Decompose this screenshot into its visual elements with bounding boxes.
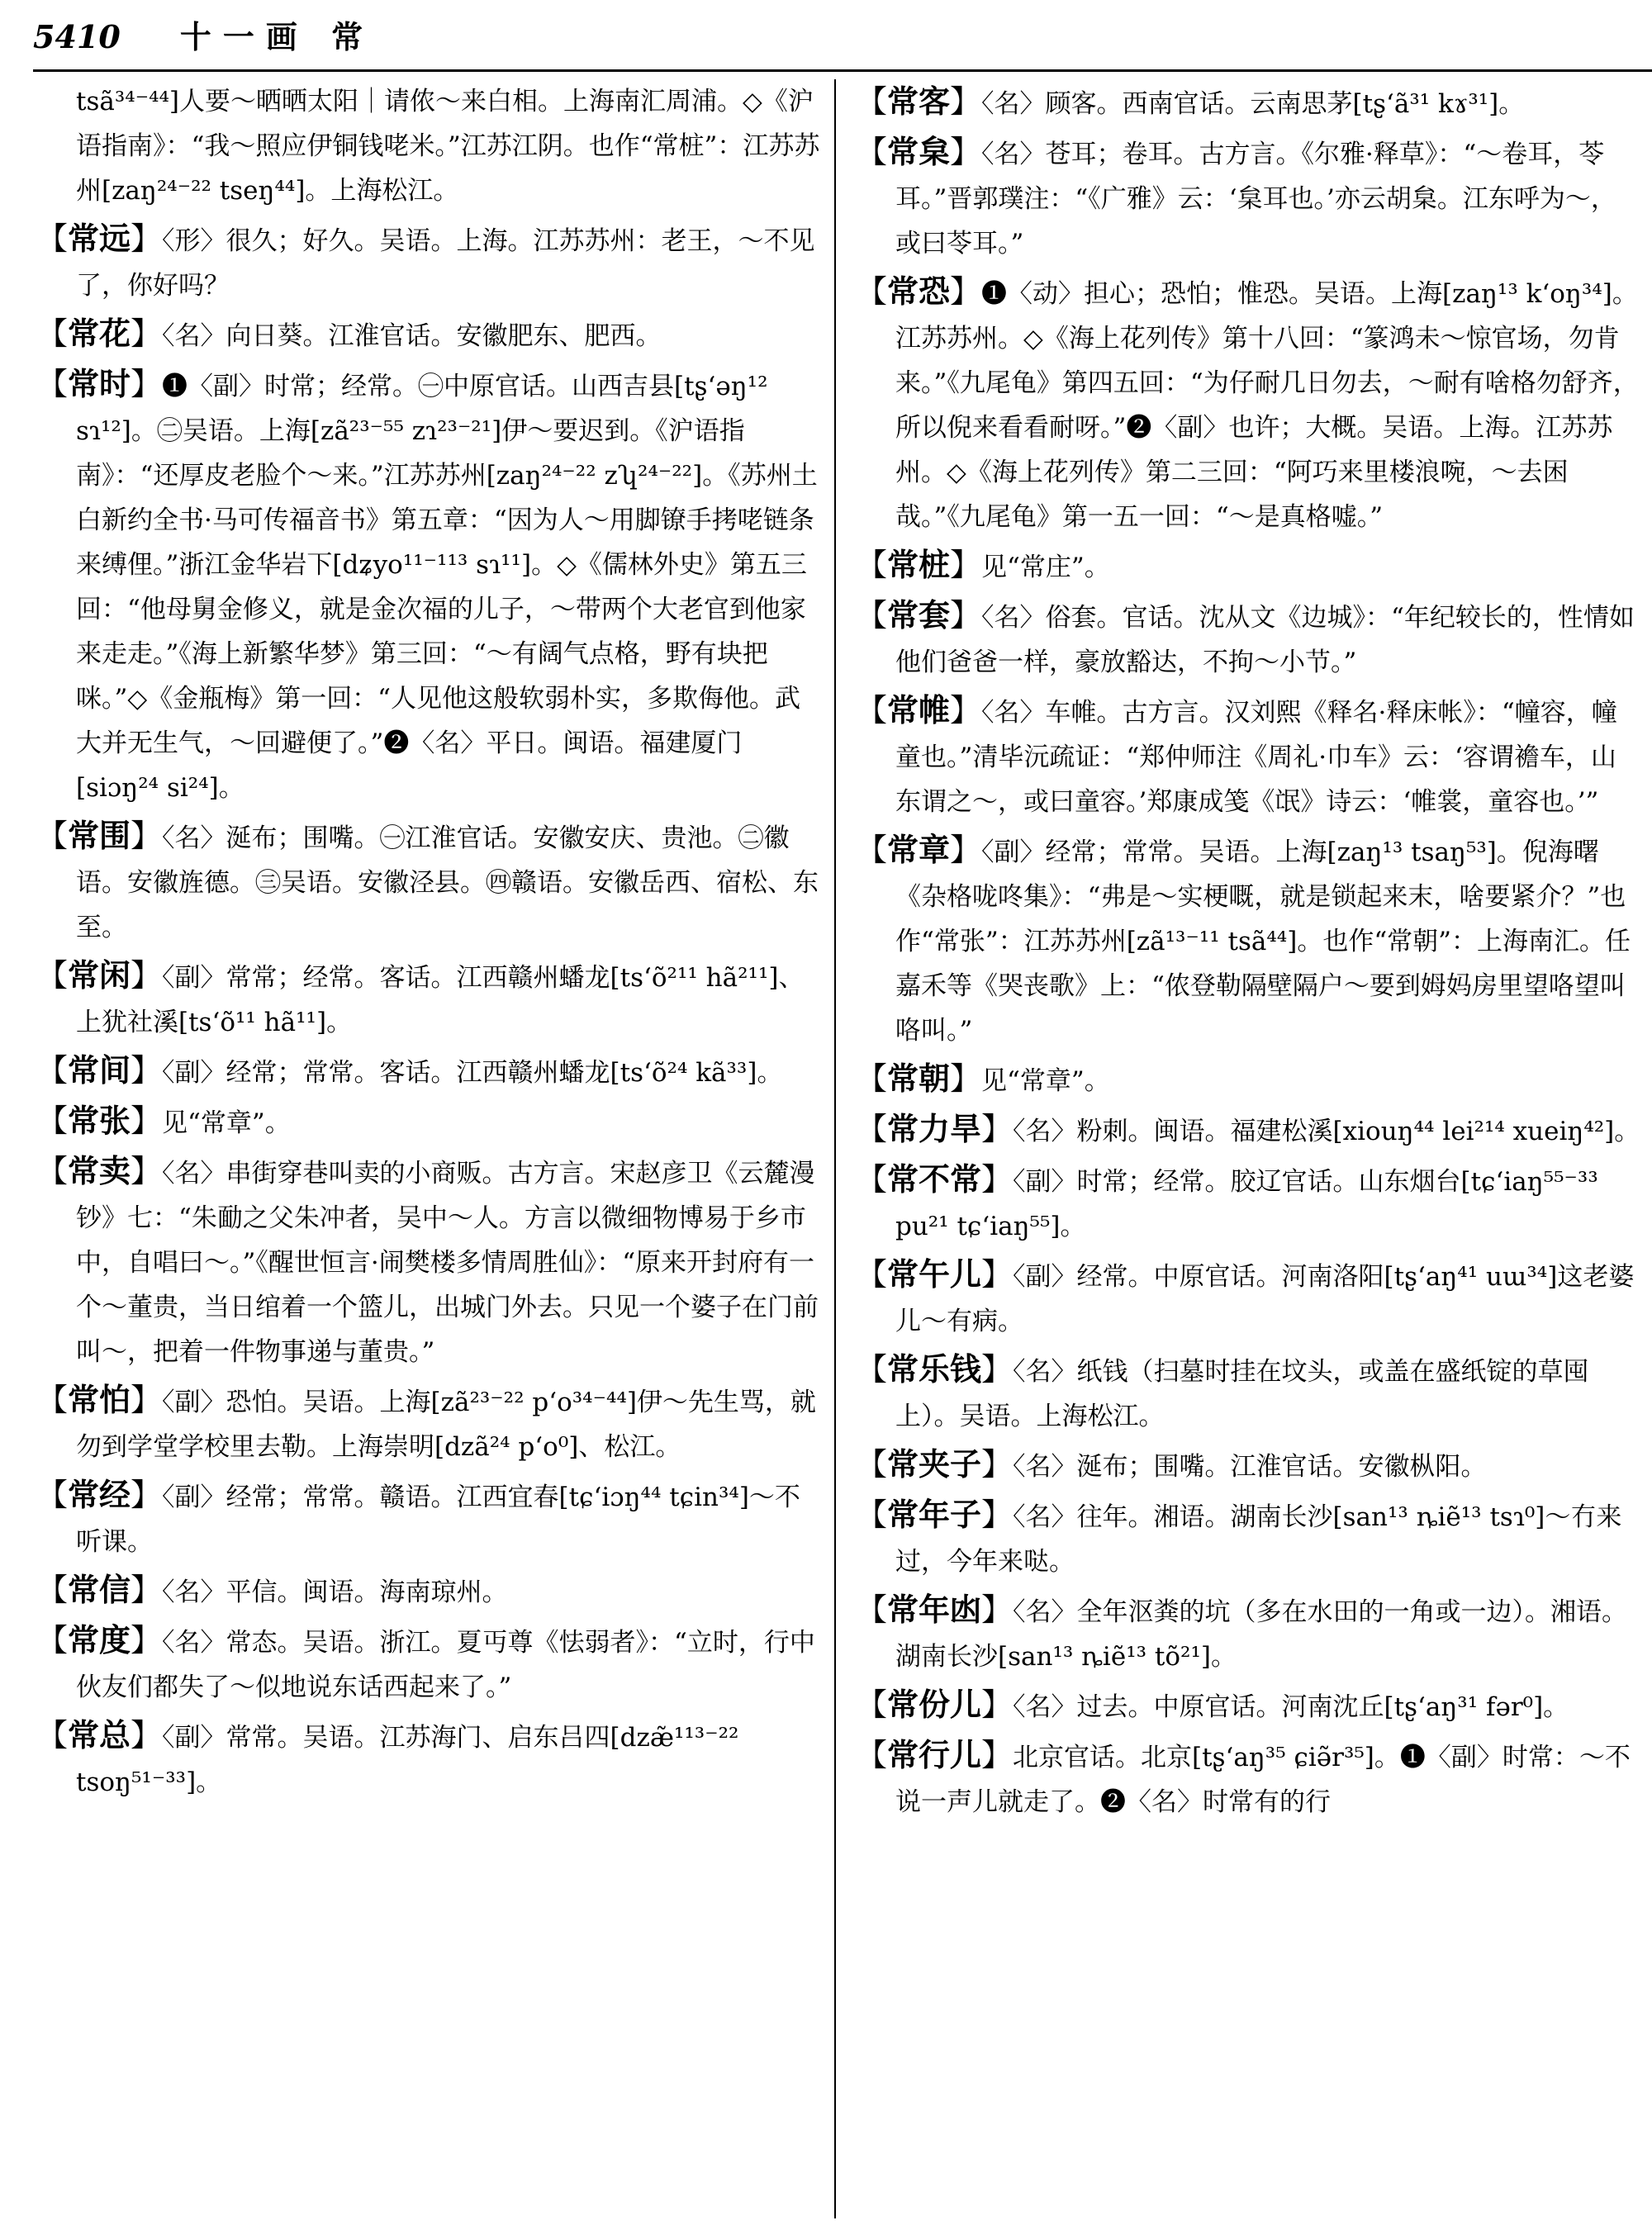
dictionary-entry <box>856 828 1640 1053</box>
entry-definition: ❶〈动〉担心；恐怕；惟恐。吴语。上海[zaŋ¹³ kʻoŋ³⁴]。江苏苏州。◇《海上花列传》第十八回：“篆鸿未～惊官场，勿肯来。”《九尾龟》第四五回：“为仔耐几日勿去，～耐有啥格勿舒齐，所以倪来看看耐呀。”❷〈副〉也许；大概。吴语。上海。江苏苏州。◇《海上花列传》第二三回：“阿巧来里楼浪啘，～去困哉。”《九尾龟》第一五一回：“～是真格嘘。” <box>895 279 1639 532</box>
entry-headword: 【常午儿】 <box>856 1256 1014 1293</box>
entry-headword: 【常年凼】 <box>856 1592 1014 1628</box>
dictionary-entry <box>36 362 821 810</box>
entry-headword: 【常不常】 <box>856 1161 1014 1198</box>
dictionary-entry <box>36 953 821 1045</box>
entry-definition: 〈名〉顾客。西南官话。云南思茅[tʂʻã³¹ kɤ³¹]。 <box>981 89 1525 119</box>
entry-definition: 〈名〉粉刺。闽语。福建松溪[xiouŋ⁴⁴ lei²¹⁴ xueiŋ⁴²]。 <box>1013 1117 1640 1146</box>
dictionary-entry <box>36 1568 821 1615</box>
dictionary-entry <box>856 1733 1640 1824</box>
entry-headword: 【常围】 <box>36 818 163 854</box>
entry-definition: 见“常庄”。 <box>981 553 1110 582</box>
entry-definition: tsã³⁴⁻⁴⁴]人要～晒晒太阳｜请侬～来白相。上海南汇周浦。◇《沪语指南》：“我～照应伊铜钱咾米。”江苏江阴。也作“常桩”：江苏苏州[zaŋ²⁴⁻²² tseŋ⁴⁴]。上海松江。 <box>76 87 820 206</box>
entry-headword: 【常间】 <box>36 1052 163 1089</box>
dictionary-entry <box>36 1713 821 1805</box>
entry-definition: 〈名〉涎布；围嘴。江淮官话。安徽枞阳。 <box>1013 1452 1487 1482</box>
dictionary-entry <box>36 1048 821 1095</box>
entry-headword: 【常经】 <box>36 1477 163 1513</box>
entry-definition: 〈名〉纸钱（扫墓时挂在坟头，或盖在盛纸锭的草囤上）。吴语。上海松江。 <box>895 1357 1589 1431</box>
dictionary-entry <box>856 1682 1640 1729</box>
entry-definition: 〈副〉常常；经常。客话。江西赣州蟠龙[tsʻõ²¹¹ hã²¹¹]、上犹社溪[tsʻõ¹¹ hã¹¹]。 <box>76 963 805 1037</box>
entry-headword: 【常份儿】 <box>856 1687 1014 1723</box>
entry-headword: 【常朝】 <box>856 1060 982 1097</box>
dictionary-entry <box>36 1378 821 1469</box>
dictionary-entry <box>856 1492 1640 1584</box>
dictionary-entry <box>856 79 1640 126</box>
entry-definition: 〈名〉涎布；围嘴。㊀江淮官话。安徽安庆、贵池。㊁徽语。安徽旌德。㊂吴语。安徽泾县。㊃赣语。安徽岳西、宿松、东至。 <box>76 823 819 942</box>
entry-definition: 〈名〉过去。中原官话。河南沈丘[tʂʻaŋ³¹ fər⁰]。 <box>1013 1692 1569 1722</box>
entry-headword: 【常度】 <box>36 1622 163 1658</box>
entry-headword: 【常远】 <box>36 221 163 257</box>
dictionary-entry <box>856 269 1640 539</box>
entry-headword: 【常闲】 <box>36 957 163 994</box>
entry-headword: 【常章】 <box>856 832 982 868</box>
dictionary-entry <box>36 1618 821 1710</box>
entry-definition: 〈名〉车帷。古方言。汉刘熙《释名·释床帐》：“幢容，幢童也。”清毕沅疏证：“郑仲师注《周礼·巾车》云：‘容谓襜车，山东谓之～，或曰童容。’郑康成笺《氓》诗云：‘帷裳，童容也。’” <box>895 698 1617 817</box>
entry-headword: 【常时】 <box>36 366 163 402</box>
entry-headword: 【常卖】 <box>36 1153 163 1189</box>
dictionary-entry <box>36 814 821 950</box>
entry-headword: 【常总】 <box>36 1717 163 1753</box>
page-header <box>33 8 374 66</box>
dictionary-entry <box>856 1587 1640 1679</box>
entry-definition: 〈名〉平信。闽语。海南琼州。 <box>162 1578 508 1607</box>
entry-definition: 〈副〉经常；常常。吴语。上海[zaŋ¹³ tsaŋ⁵³]。倪海曙《杂格咙咚集》：“弗是～实梗嘅，就是锁起来末，啥要紧介？”也作“常张”：江苏苏州[zã¹³⁻¹¹ tsã⁴⁴]。也作“常朝”：上海南汇。任嘉禾等《哭丧歌》上：“侬登勒隔壁隔户～要到姆妈房里望咯望叫咯叫。” <box>895 837 1631 1046</box>
dictionary-entry <box>856 1056 1640 1103</box>
dictionary-entry <box>856 688 1640 824</box>
dictionary-entry <box>856 130 1640 266</box>
entry-definition: 〈名〉串街穿巷叫卖的小商贩。古方言。宋赵彦卫《云麓漫钞》七：“朱勔之父朱冲者，吴中～人。方言以微细物博易于乡市中，自唱曰～。”《醒世恒言·闹樊楼多情周胜仙》：“原来开封府有一个～董贵，当日绾着一个篮儿，出城门外去。只见一个婆子在门前叫～，把着一件物事递与董贵。” <box>76 1159 819 1367</box>
entry-definition: 〈形〉很久；好久。吴语。上海。江苏苏州：老王，～不见了，你好吗？ <box>76 226 815 301</box>
entry-definition: 〈副〉时常；经常。胶辽官话。山东烟台[tɕʻiaŋ⁵⁵⁻³³ pu²¹ tɕʻiaŋ⁵⁵]。 <box>895 1167 1598 1241</box>
left-column <box>36 79 821 2218</box>
dictionary-entry <box>36 1473 821 1564</box>
header-rule <box>33 69 1652 72</box>
entry-definition: 〈名〉俗套。官话。沈从文《边城》：“年纪较长的，性情如他们爸爸一样，豪放豁达，不拘～小节。” <box>895 603 1635 677</box>
entry-definition: 见“常章”。 <box>162 1108 291 1138</box>
entry-headword: 【常乐钱】 <box>856 1351 1014 1388</box>
entry-headword: 【常年子】 <box>856 1497 1014 1533</box>
entry-headword: 【常恐】 <box>856 273 982 310</box>
entry-definition: 〈副〉恐怕。吴语。上海[zã²³⁻²² pʻo³⁴⁻⁴⁴]伊～先生骂，就勿到学堂学校里去勒。上海崇明[dzã²⁴ pʻo⁰]、松江。 <box>76 1388 816 1462</box>
entry-definition: 见“常章”。 <box>981 1066 1110 1096</box>
page-number: 5410 <box>33 18 121 55</box>
entry-headword: 【常枲】 <box>856 134 982 170</box>
dictionary-entry <box>36 216 821 308</box>
entry-headword: 【常怕】 <box>36 1382 163 1418</box>
entry-definition: 〈副〉常常。吴语。江苏海门、启东吕四[dzæ̃¹¹³⁻²² tsoŋ⁵¹⁻³³]。 <box>76 1723 739 1797</box>
entry-headword: 【常信】 <box>36 1572 163 1608</box>
entry-definition: 〈名〉向日葵。江淮官话。安徽肥东、肥西。 <box>162 321 662 351</box>
dictionary-entry <box>36 1149 821 1374</box>
dictionary-entry <box>36 1098 821 1146</box>
entry-definition: 〈副〉经常；常常。客话。江西赣州蟠龙[tsʻõ²⁴ kã³³]。 <box>162 1058 783 1088</box>
dictionary-entry <box>856 543 1640 590</box>
dictionary-entry <box>36 79 821 213</box>
entry-headword: 【常夹子】 <box>856 1446 1014 1483</box>
entry-headword: 【常套】 <box>856 597 982 633</box>
dictionary-entry <box>36 311 821 358</box>
entry-definition: ❶〈副〉时常；经常。㊀中原官话。山西吉县[tʂʻəŋ¹² sɿ¹²]。㊁吴语。上海[zã²³⁻⁵⁵ zɿ²³⁻²¹]伊～要迟到。《沪语指南》：“还厚皮老脸个～来。”江苏苏州[zaŋ²⁴⁻²² zʮ²⁴⁻²²]。《苏州土白新约全书·马可传福音书》第五章：“因为人～用脚镣手拷咾链条来缚俚。”浙江金华岩下[dʑyo¹¹⁻¹¹³ sɿ¹¹]。◇《儒林外史》第五三回：“他母舅金修义，就是金次福的儿子，～带两个大老官到他家来走走。”《海上新繁华梦》第三回：“～有阔气点格，野有块把咪。”◇《金瓶梅》第一回：“人见他这般软弱朴实，多欺侮他。武大并无生气，～回避便了。”❷〈名〉平日。闽语。福建厦门[siɔŋ²⁴ si²⁴]。 <box>76 372 818 803</box>
entry-definition: 〈名〉苍耳；卷耳。古方言。《尔雅·释草》：“～卷耳，苓耳。”晋郭璞注：“《广雅》云：‘枲耳也。’亦云胡枲。江东呼为～，或曰苓耳。” <box>895 140 1616 259</box>
dictionary-entry <box>856 1252 1640 1344</box>
entry-definition: 〈名〉全年沤粪的坑（多在水田的一角或一边）。湘语。湖南长沙[san¹³ ȵiẽ¹³ tõ²¹]。 <box>895 1597 1628 1672</box>
entry-headword: 【常行儿】 <box>856 1737 1014 1773</box>
dictionary-entry <box>856 1347 1640 1439</box>
dictionary-entry <box>856 1442 1640 1489</box>
entry-headword: 【常力旱】 <box>856 1111 1014 1147</box>
entry-headword: 【常帷】 <box>856 692 982 728</box>
entry-headword: 【常桩】 <box>856 547 982 583</box>
entry-headword: 【常花】 <box>36 316 163 352</box>
right-column <box>856 79 1640 2218</box>
dictionary-entry <box>856 1157 1640 1249</box>
entry-definition: 〈副〉经常；常常。赣语。江西宜春[tɕʻiɔŋ⁴⁴ tɕin³⁴]～不听课。 <box>76 1483 800 1557</box>
dictionary-entry <box>856 1107 1640 1154</box>
entry-definition: 北京官话。北京[tʂʻaŋ³⁵ ɕiə̃r³⁵]。❶〈副〉时常：～不说一声儿就走了。❷〈名〉时常有的行 <box>895 1743 1631 1817</box>
entry-headword: 【常张】 <box>36 1103 163 1139</box>
entry-headword: 【常客】 <box>856 83 982 120</box>
column-divider <box>834 79 836 2218</box>
entry-definition: 〈副〉经常。中原官话。河南洛阳[tʂʻaŋ⁴¹ uɯ³⁴]这老婆儿～有病。 <box>895 1262 1635 1336</box>
page-title: 十一画 常 <box>179 18 375 55</box>
dictionary-entry <box>856 593 1640 685</box>
entry-definition: 〈名〉往年。湘语。湖南长沙[san¹³ ȵiẽ¹³ tsɿ⁰]～冇来过，今年来哒。 <box>895 1502 1622 1577</box>
entry-definition: 〈名〉常态。吴语。浙江。夏丏尊《怯弱者》：“立时，行中伙友们都失了～似地说东话西起来了。” <box>76 1628 815 1702</box>
